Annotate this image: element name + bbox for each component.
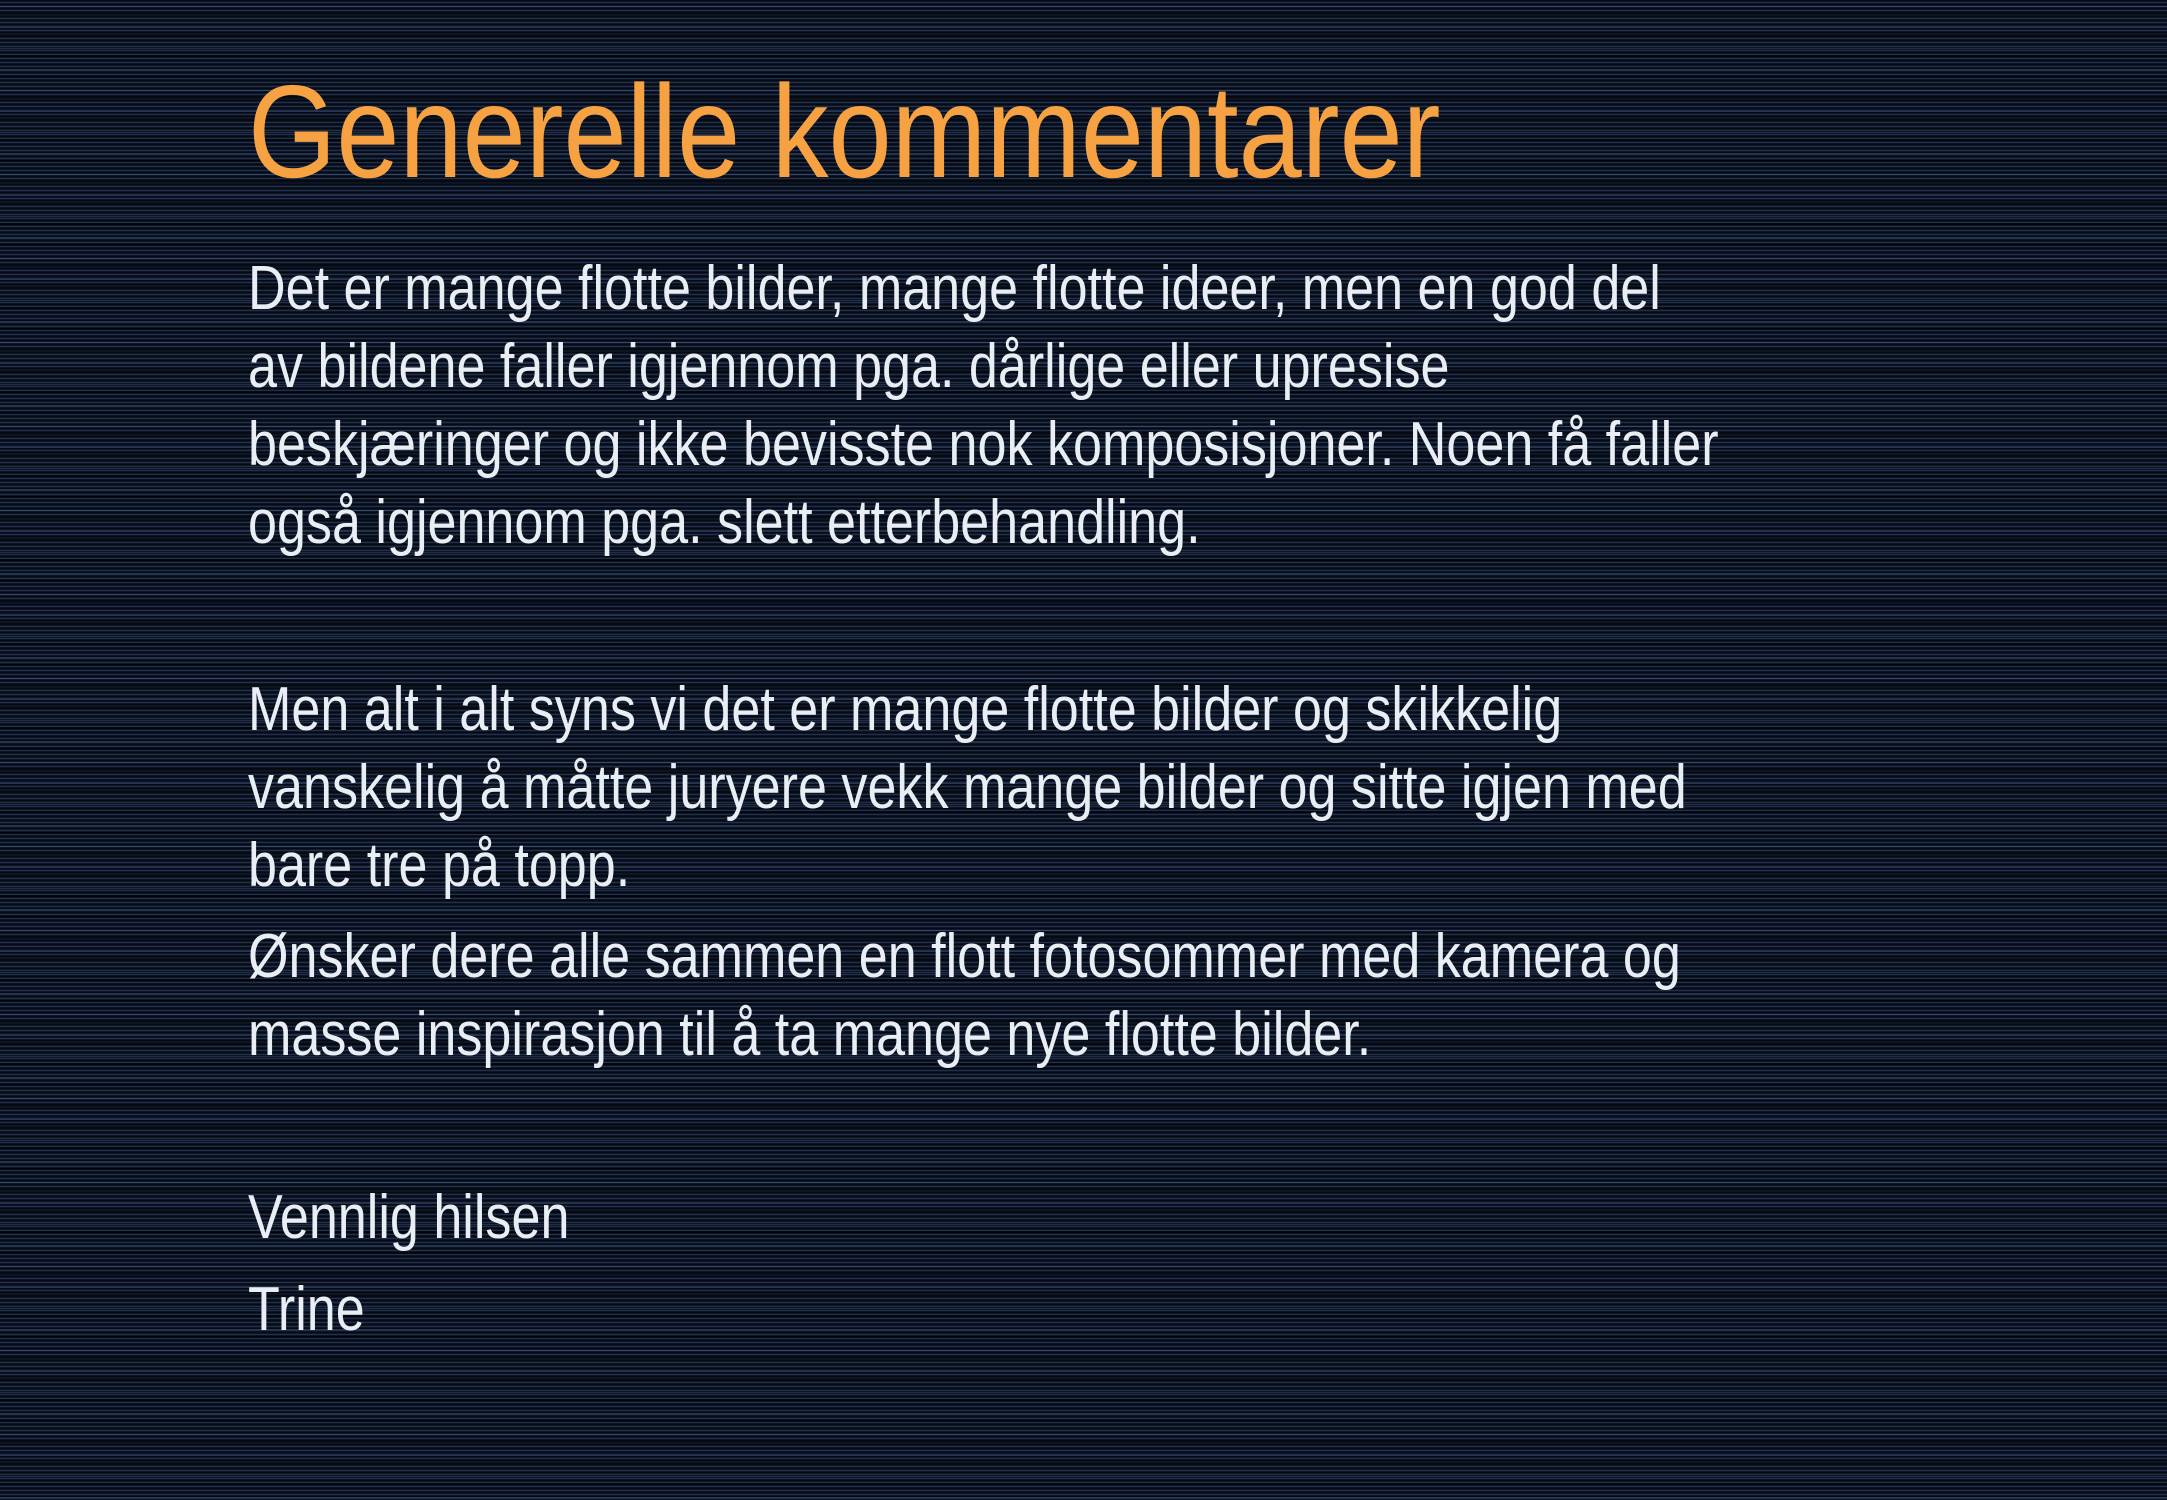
signature-closing (248, 1179, 2167, 1257)
text-line: vanskelig å måtte juryere vekk mange bilder og sitte igjen med (248, 753, 1687, 822)
page-title: Generelle kommentarer (248, 58, 1441, 205)
text-line: masse inspirasjon til å ta mange nye flotte bilder. (248, 1000, 1372, 1069)
text-line: beskjæringer og ikke bevisste nok komposisjoner. Noen få faller (248, 410, 1719, 479)
paragraph-spacer (248, 1087, 2167, 1179)
paragraph-general-critique (248, 250, 2167, 562)
text-line: av bildene faller igjennom pga. dårlige eller upresise (248, 332, 1450, 401)
text-line: bare tre på topp. (248, 831, 631, 900)
text-line: også igjennom pga. slett etterbehandling. (248, 488, 1201, 557)
text-line: Trine (248, 1275, 365, 1344)
text-line: Ønsker dere alle sammen en flott fotosommer med kamera og (248, 922, 1681, 991)
text-line: Men alt i alt syns vi det er mange flotte bilder og skikkelig (248, 675, 1563, 744)
paragraph-spacer (248, 575, 2167, 671)
text-line: Vennlig hilsen (248, 1183, 570, 1252)
text-line: Det er mange flotte bilder, mange flotte ideer, men en god del (248, 254, 1661, 323)
signature-name (248, 1271, 2167, 1349)
paragraph-positive-summary (248, 671, 2167, 905)
paragraph-summer-wishes (248, 918, 2167, 1074)
slide-body (248, 250, 2167, 1349)
